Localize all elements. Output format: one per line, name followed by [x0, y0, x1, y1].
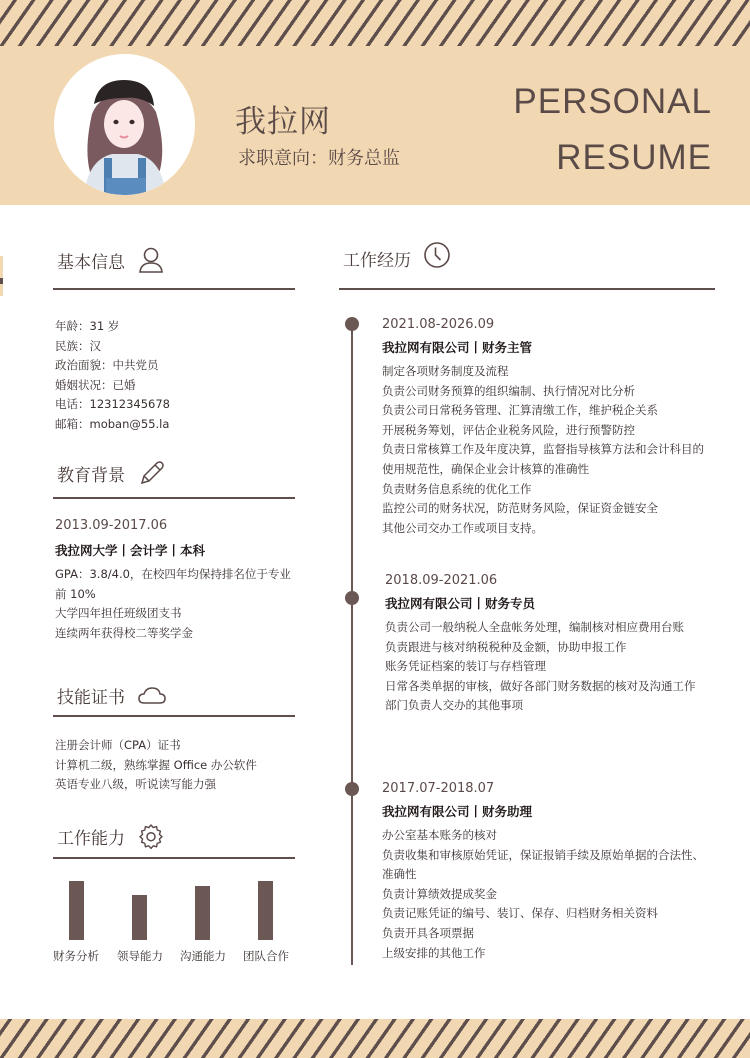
job-duty: 负责跟进与核对纳税税种及金额，协助申报工作 [385, 639, 627, 654]
bar-communication [195, 886, 210, 940]
section-header-basic-info [57, 246, 165, 274]
title-line-personal: PERSONAL [513, 82, 712, 121]
timeline-dot [345, 317, 359, 331]
avatar-illustration [54, 54, 195, 195]
job-entry [382, 316, 712, 538]
job-duty: 账务凭证档案的装订与存档管理 [385, 659, 546, 674]
bar-column [258, 881, 273, 940]
job-title: 我拉网有限公司丨财务助理 [382, 804, 533, 819]
section-divider [53, 497, 295, 499]
job-duty: 负责记账凭证的编号、装订、保存、归档财务相关资料 [382, 906, 658, 921]
personal-resume-title [513, 74, 712, 186]
job-duty: 开展税务筹划，评估企业税务风险，进行预警防控 [382, 422, 635, 437]
ability-bar-chart [52, 870, 292, 970]
clock-icon [423, 241, 451, 269]
job-duty: 负责财务信息系统的优化工作 [382, 481, 532, 496]
timeline-dot [345, 782, 359, 796]
info-phone: 电话：12312345678 [55, 397, 170, 411]
education-date: 2013.09-2017.06 [55, 518, 168, 533]
timeline-dot [345, 591, 359, 605]
bar-column [69, 881, 84, 940]
education-line: 大学四年担任班级团支书 [55, 606, 182, 620]
education-line: 前 10% [55, 586, 96, 601]
job-duty: 制定各项财务制度及流程 [382, 364, 509, 378]
section-divider [339, 288, 715, 290]
bar-column [132, 895, 147, 940]
job-duty: 负责计算绩效提成奖金 [382, 886, 497, 901]
bar-label: 沟通能力 [180, 949, 226, 963]
job-duty: 准确性 [382, 867, 417, 882]
skill-item: 英语专业八级，听说读写能力强 [55, 777, 216, 791]
user-icon [137, 246, 165, 274]
job-duty: 负责日常核算工作及年度决算，监督指导核算方法和会计科目的 [382, 442, 704, 457]
section-header-skills [57, 683, 167, 708]
job-duty: 办公室基本账务的核对 [382, 828, 497, 842]
job-entry [382, 780, 712, 963]
bar-label: 团队合作 [243, 949, 289, 963]
section-title: 教育背景 [57, 465, 125, 486]
education-details [55, 565, 295, 643]
timeline-line [351, 323, 353, 965]
avatar [54, 54, 195, 195]
section-divider [53, 857, 295, 859]
skills-list [55, 736, 257, 795]
bar-leadership [132, 895, 147, 940]
title-line-resume: RESUME [556, 138, 712, 177]
job-entry [385, 572, 715, 716]
education-entry [55, 517, 295, 643]
candidate-name: 我拉网 [235, 104, 331, 140]
job-duty: 负责公司日常税务管理、汇算清缴工作，维护税企关系 [382, 403, 658, 418]
section-header-education [57, 458, 167, 488]
job-title: 我拉网有限公司丨财务主管 [382, 340, 533, 355]
job-duty: 部门负责人交办的其他事项 [385, 698, 523, 713]
bar-teamwork [258, 881, 273, 940]
job-duty: 日常各类单据的审核，做好各部门财务数据的核对及沟通工作 [385, 678, 696, 693]
info-email: 邮箱：moban@55.la [55, 416, 170, 431]
basic-info-list [55, 317, 170, 434]
job-date: 2018.09-2021.06 [385, 573, 498, 588]
job-date: 2021.08-2026.09 [382, 317, 495, 332]
bar-label: 领导能力 [117, 949, 163, 963]
job-duty: 使用规范性，确保企业会计核算的准确性 [382, 461, 589, 476]
job-duty: 监控公司的财务状况，防范财务风险，保证资金链安全 [382, 501, 658, 516]
job-duty: 负责公司财务预算的组织编制、执行情况对比分析 [382, 383, 635, 398]
side-tab-marker [0, 256, 3, 296]
job-duties [382, 362, 712, 538]
education-school: 我拉网大学丨会计学丨本科 [55, 543, 206, 558]
info-political-status: 政治面貌：中共党员 [55, 358, 159, 372]
pencil-icon [137, 458, 167, 488]
info-ethnicity: 民族：汉 [55, 338, 101, 353]
top-stripe-band [0, 0, 750, 46]
section-header-work-experience [343, 246, 451, 271]
bottom-stripe-band [0, 1019, 750, 1058]
job-duties [385, 618, 715, 716]
skill-item: 计算机二级，熟练掌握 Office 办公软件 [55, 757, 257, 772]
info-age: 年龄：31 岁 [55, 319, 120, 333]
job-duty: 负责收集和审核原始凭证，保证报销手续及原始单据的合法性、 [382, 847, 704, 862]
job-duty: 负责开具各项票据 [382, 925, 474, 940]
bar-label: 财务分析 [53, 949, 99, 963]
bar-column [195, 886, 210, 940]
job-date: 2017.07-2018.07 [382, 781, 495, 796]
job-duties [382, 826, 712, 963]
skill-item: 注册会计师（CPA）证书 [55, 738, 181, 752]
cloud-icon [137, 684, 167, 708]
section-title: 工作能力 [57, 828, 125, 849]
gear-icon [137, 822, 165, 850]
section-divider [53, 715, 295, 717]
education-line: 连续两年获得校二等奖学金 [55, 625, 193, 640]
job-duty: 上级安排的其他工作 [382, 945, 486, 960]
job-intent: 求职意向：财务总监 [238, 148, 400, 169]
info-marital-status: 婚姻状况：已婚 [55, 377, 136, 392]
section-header-ability [57, 822, 165, 850]
section-divider [53, 288, 295, 290]
section-title: 工作经历 [343, 251, 411, 271]
section-title: 技能证书 [57, 688, 125, 708]
section-title: 基本信息 [57, 252, 125, 273]
bar-financial-analysis [69, 881, 84, 940]
job-duty: 负责公司一般纳税人全盘帐务处理，编制核对相应费用台账 [385, 620, 684, 634]
job-title: 我拉网有限公司丨财务专员 [385, 596, 536, 611]
education-line: GPA：3.8/4.0，在校四年均保持排名位于专业 [55, 567, 291, 581]
job-duty: 其他公司交办工作或项目支持。 [382, 520, 543, 535]
